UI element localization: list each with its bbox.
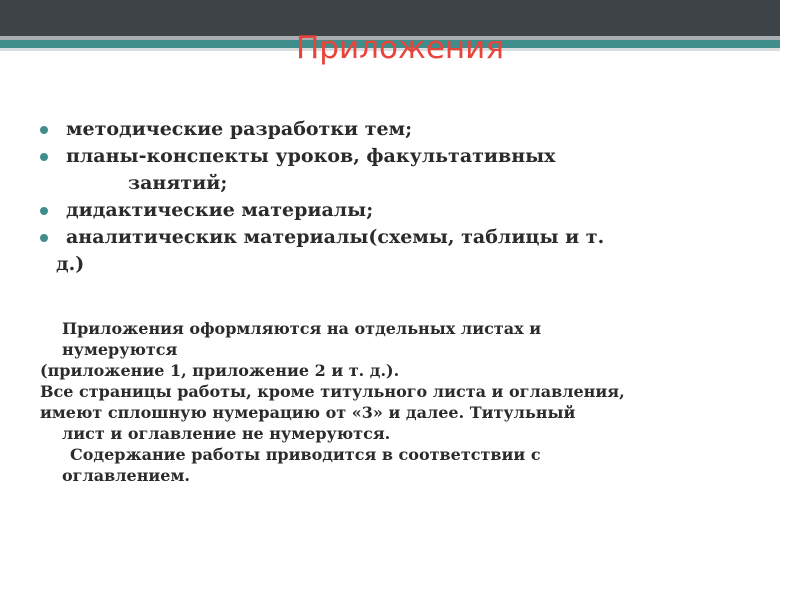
bullet-dot-icon (40, 234, 48, 242)
bullet-list (40, 116, 780, 278)
bullet-dot-icon (40, 126, 48, 134)
bullet-text: дидактические материалы; (66, 199, 374, 221)
bullet-dot-icon (40, 153, 48, 161)
bullet-item (40, 116, 780, 143)
bullet-text: планы-конспекты уроков, факультативных (66, 145, 556, 167)
body-line: Все страницы работы, кроме титульного листа и оглавления, (40, 382, 625, 401)
bullet-item (40, 224, 780, 278)
body-line: Содержание работы приводится в соответствии с (70, 445, 541, 464)
body-line: (приложение 1, приложение 2 и т. д.). (40, 361, 400, 380)
body-text (40, 318, 785, 486)
body-line: оглавлением. (62, 466, 190, 485)
bullet-item (40, 197, 780, 224)
bullet-item (40, 143, 780, 197)
body-line: лист и оглавление не нумеруются. (62, 424, 391, 443)
body-line: нумеруются (62, 340, 178, 359)
bullet-text: аналитическик материалы(схемы, таблицы и т. (66, 226, 605, 248)
bullet-text-continuation: занятий; (128, 172, 228, 194)
body-line: имеют сплошную нумерацию от «3» и далее. Титульный (40, 403, 576, 422)
bullet-text: методические разработки тем; (66, 118, 413, 140)
bullet-text-continuation: д.) (56, 253, 85, 275)
bullet-dot-icon (40, 207, 48, 215)
slide-title: Приложения (296, 30, 504, 66)
body-line: Приложения оформляются на отдельных листах и (62, 319, 542, 338)
